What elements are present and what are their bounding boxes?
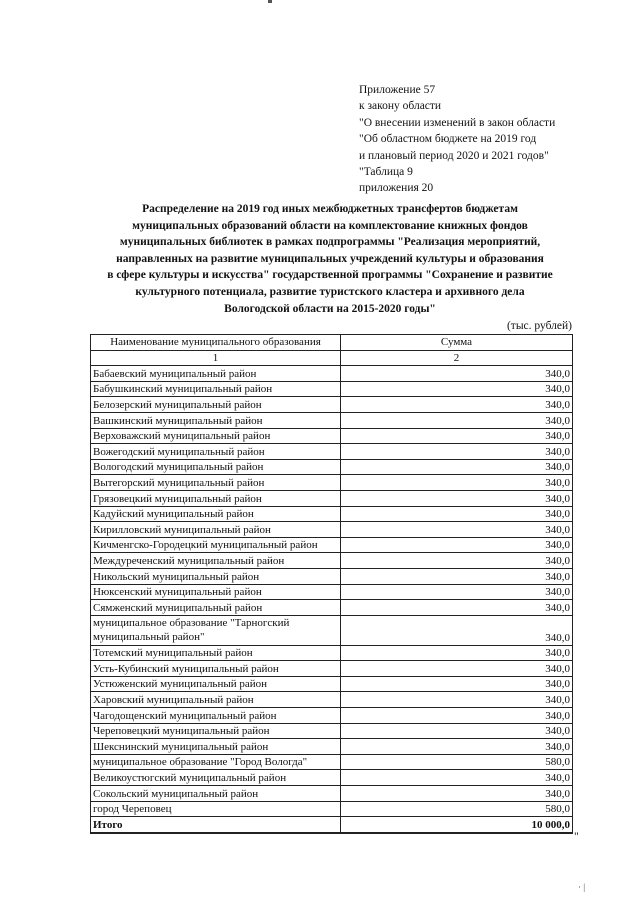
municipality-name: Вожегодский муниципальный район [91,444,341,460]
column-number-row [91,350,573,366]
scan-mark [268,0,272,3]
table-row [91,645,573,661]
table-row [91,692,573,708]
total-row [91,817,573,833]
municipality-name: Нюксенский муниципальный район [91,584,341,600]
municipality-name: Белозерский муниципальный район [91,397,341,413]
table-row [91,708,573,724]
column-number: 2 [341,350,573,366]
table-row [91,366,573,382]
table-row [91,397,573,413]
table-header-row [91,335,573,351]
municipality-sum: 340,0 [341,661,573,677]
closing-quote: " [574,831,579,843]
municipality-name: город Череповец [91,801,341,817]
title-line: культурного потенциала, развитие туристского кластера и архивного дела [135,285,525,298]
municipality-name: Череповецкий муниципальный район [91,723,341,739]
municipality-sum: 340,0 [341,459,573,475]
municipality-name: Бабушкинский муниципальный район [91,381,341,397]
municipality-sum: 340,0 [341,770,573,786]
table-row [91,600,573,616]
municipality-sum: 340,0 [341,537,573,553]
municipality-sum: 340,0 [341,645,573,661]
municipality-name: Сокольский муниципальный район [91,786,341,802]
table-row [91,770,573,786]
municipality-name: Бабаевский муниципальный район [91,366,341,382]
municipality-name: Вологодский муниципальный район [91,459,341,475]
municipality-name: Кичменгско-Городецкий муниципальный район [91,537,341,553]
municipality-sum: 340,0 [341,615,573,645]
table-row [91,475,573,491]
municipality-sum: 340,0 [341,428,573,444]
distribution-table [90,334,573,834]
municipality-sum: 340,0 [341,381,573,397]
municipality-sum: 340,0 [341,522,573,538]
table-row [91,676,573,692]
municipality-name: Чагодощенский муниципальный район [91,708,341,724]
municipality-sum: 340,0 [341,490,573,506]
table-row [91,568,573,584]
municipality-name: муниципальное образование "Город Вологда" [91,754,341,770]
table-row [91,412,573,428]
header-name: Наименование муниципального образования [91,335,341,351]
table-row [91,615,573,645]
total-label: Итого [91,817,341,833]
appendix-line: Приложение 57 [359,84,436,96]
municipality-name: Харовский муниципальный район [91,692,341,708]
units-label: (тыс. рублей) [506,320,572,332]
table-row [91,506,573,522]
municipality-name: Усть-Кубинский муниципальный район [91,661,341,677]
appendix-line: к закону области [359,100,442,113]
title-line: муниципальных библиотек в рамках подпрограммы "Реализация мероприятий, [119,236,541,249]
title-line: в сфере культуры и искусства" государственной программы "Сохранение и развитие [107,269,553,282]
appendix-line: "Таблица 9 [359,166,413,179]
title-line: направленных на развитие муниципальных учреждений культуры и образования [116,252,544,265]
document-title [60,201,600,317]
municipality-name: Шекснинский муниципальный район [91,739,341,755]
table-row [91,584,573,600]
title-line: Вологодской области на 2015-2020 годы" [224,302,436,315]
table-row [91,754,573,770]
column-number: 1 [91,350,341,366]
municipality-name: Великоустюгский муниципальный район [91,770,341,786]
municipality-sum: 340,0 [341,584,573,600]
table-row [91,801,573,817]
table-row [91,444,573,460]
appendix-line: и плановый период 2020 и 2021 годов" [359,149,549,162]
table-row [91,381,573,397]
table-row [91,490,573,506]
municipality-sum: 580,0 [341,754,573,770]
municipality-sum: 340,0 [341,366,573,382]
municipality-name: Никольский муниципальный район [91,568,341,584]
appendix-line: "О внесении изменений в закон области [359,116,556,129]
municipality-sum: 340,0 [341,692,573,708]
municipality-sum: 340,0 [341,739,573,755]
appendix-header [359,82,619,197]
municipality-sum: 340,0 [341,723,573,739]
municipality-sum: 340,0 [341,600,573,616]
municipality-sum: 340,0 [341,412,573,428]
municipality-name: Устюженский муниципальный район [91,676,341,692]
municipality-sum: 340,0 [341,444,573,460]
municipality-sum: 340,0 [341,475,573,491]
municipality-sum: 340,0 [341,553,573,569]
table-row [91,739,573,755]
municipality-name: Кадуйский муниципальный район [91,506,341,522]
appendix-line: "Об областном бюджете на 2019 год [359,133,537,146]
municipality-name: Тотемский муниципальный район [91,645,341,661]
table-row [91,537,573,553]
table-row [91,428,573,444]
table-body [91,366,573,817]
municipality-name: Вытегорский муниципальный район [91,475,341,491]
municipality-name: муниципальное образование "Тарногский муниципальный район" [91,615,341,645]
municipality-name: Вашкинский муниципальный район [91,412,341,428]
header-sum: Сумма [341,335,573,351]
municipality-sum: 340,0 [341,568,573,584]
municipality-sum: 340,0 [341,506,573,522]
table-row [91,723,573,739]
total-sum: 10 000,0 [341,817,573,833]
municipality-sum: 580,0 [341,801,573,817]
table-row [91,786,573,802]
municipality-name: Сямженский муниципальный район [91,600,341,616]
table-row [91,522,573,538]
table-row [91,459,573,475]
scan-footer-mark: · | [578,882,586,892]
municipality-name: Грязовецкий муниципальный район [91,490,341,506]
municipality-sum: 340,0 [341,786,573,802]
appendix-line: приложения 20 [359,182,434,195]
table-row [91,661,573,677]
table-row [91,553,573,569]
municipality-name: Верховажский муниципальный район [91,428,341,444]
municipality-sum: 340,0 [341,676,573,692]
municipality-name: Междуреченский муниципальный район [91,553,341,569]
municipality-name: Кирилловский муниципальный район [91,522,341,538]
municipality-sum: 340,0 [341,708,573,724]
title-line: Распределение на 2019 год иных межбюджетных трансфертов бюджетам [142,203,518,215]
municipality-sum: 340,0 [341,397,573,413]
title-line: муниципальных образований области на комплектование книжных фондов [132,219,528,232]
